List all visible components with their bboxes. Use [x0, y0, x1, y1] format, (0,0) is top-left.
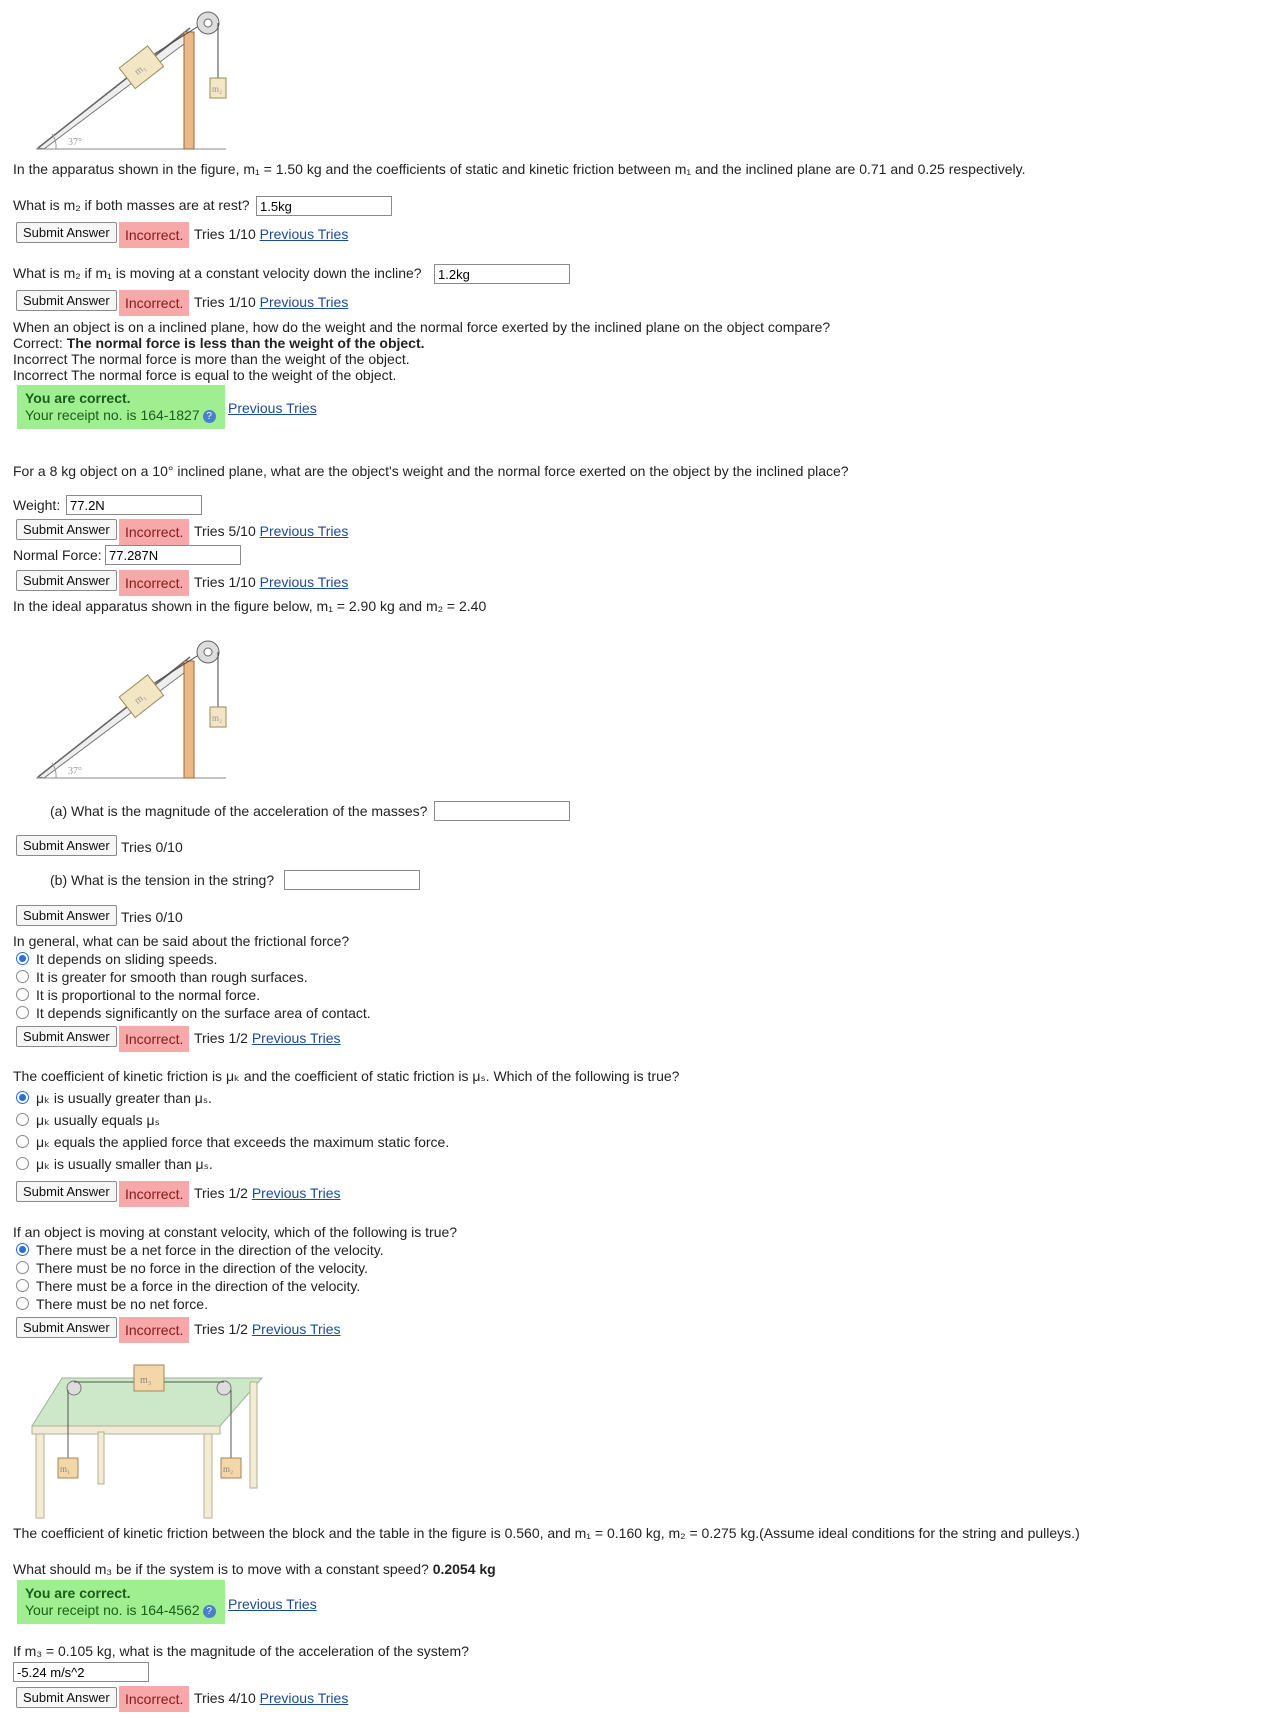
q5-tries: Tries 1/2 Previous Tries [194, 1030, 341, 1046]
q7-tries: Tries 1/2 Previous Tries [194, 1321, 341, 1337]
q7-submit-button[interactable]: Submit Answer [16, 1317, 117, 1338]
q7-option-label: There must be no force in the direction of the velocity. [36, 1260, 369, 1276]
q3-weight-label: Weight: [13, 497, 61, 513]
q3-weight-previous-tries-link[interactable]: Previous Tries [259, 523, 349, 539]
q6-option-label: μₖ is usually greater than μₛ. [36, 1090, 212, 1106]
q8-previous-tries-link[interactable]: Previous Tries [228, 1596, 317, 1612]
q6-previous-tries-link[interactable]: Previous Tries [251, 1185, 341, 1201]
help-icon[interactable]: ? [203, 1605, 216, 1618]
q3-normal-previous-tries-link[interactable]: Previous Tries [259, 574, 349, 590]
q5-option-label: It depends significantly on the surface area of contact. [36, 1005, 371, 1021]
q1b-question: What is m₂ if m₁ is moving at a constant velocity down the incline? [13, 265, 422, 281]
q1a-answer-input[interactable] [256, 196, 392, 216]
q8-correct-box: You are correct. Your receipt no. is 164-4562 ? [17, 1580, 225, 1624]
q4-intro: In the ideal apparatus shown in the figure below, m₁ = 2.90 kg and m₂ = 2.40 [13, 598, 487, 614]
q4b-submit-button[interactable]: Submit Answer [16, 905, 117, 926]
q1a-previous-tries-link[interactable]: Previous Tries [259, 226, 349, 242]
q3-normal-status-badge: Incorrect. [119, 570, 189, 596]
q3-weight-input[interactable] [66, 495, 202, 515]
m3-label: m₃ [140, 1375, 152, 1386]
q2-wrong-2: Incorrect The normal force is equal to the weight of the object. [13, 367, 397, 383]
q1a-submit-button[interactable]: Submit Answer [16, 222, 117, 243]
help-icon[interactable]: ? [203, 410, 216, 423]
q6-option-radio[interactable] [16, 1135, 29, 1148]
q3-weight-status-badge: Incorrect. [119, 519, 189, 545]
q4b-question: (b) What is the tension in the string? [50, 872, 275, 888]
q2-correct-box: You are correct. Your receipt no. is 164-1827 ? [17, 385, 225, 429]
q7-status-badge: Incorrect. [119, 1317, 189, 1343]
q4a-submit-button[interactable]: Submit Answer [16, 835, 117, 856]
m1-label: m₁ [132, 62, 149, 78]
q1a-status-badge: Incorrect. [119, 222, 189, 248]
q5-option-radio[interactable] [16, 988, 29, 1001]
q1b-tries: Tries 1/10 Previous Tries [194, 294, 349, 310]
q6-option-radio[interactable] [16, 1091, 29, 1104]
q6-option-radio[interactable] [16, 1157, 29, 1170]
q7-option-radio[interactable] [16, 1243, 29, 1256]
q8-status-badge: Incorrect. [119, 1686, 189, 1712]
q1a-question: What is m₂ if both masses are at rest? [13, 197, 250, 213]
q6-option-label: μₖ usually equals μₛ [36, 1112, 160, 1128]
q7-option-label: There must be a net force in the direction of the velocity. [36, 1242, 384, 1258]
q5-previous-tries-link[interactable]: Previous Tries [251, 1030, 341, 1046]
q8-answer-1: 0.2054 kg [432, 1561, 496, 1577]
q7-option-radio[interactable] [16, 1261, 29, 1274]
q6-tries: Tries 1/2 Previous Tries [194, 1185, 341, 1201]
m1-label: m₁ [60, 1464, 71, 1474]
q5-option-radio[interactable] [16, 1006, 29, 1019]
q1a-tries: Tries 1/10 Previous Tries [194, 226, 349, 242]
table-pulley-figure [22, 1360, 272, 1520]
q8-answer-input[interactable] [13, 1662, 149, 1682]
m1-label: m₁ [132, 691, 149, 707]
q3-weight-tries: Tries 5/10 Previous Tries [194, 523, 349, 539]
q3-normal-tries: Tries 1/10 Previous Tries [194, 574, 349, 590]
q1b-answer-input[interactable] [434, 264, 570, 284]
q5-option-label: It is greater for smooth than rough surfaces. [36, 969, 308, 985]
q8-tries: Tries 4/10 Previous Tries [194, 1690, 349, 1706]
q2-wrong-1: Incorrect The normal force is more than the weight of the object. [13, 351, 410, 367]
q6-status-badge: Incorrect. [119, 1181, 189, 1207]
q8-intro: The coefficient of kinetic friction between the block and the table in the figure is 0.560, and m₁ = 0.160 kg, m₂ = 0.275 kg.(Assume ideal conditions for the string and pulleys.) [13, 1525, 1080, 1541]
q5-option-label: It is proportional to the normal force. [36, 987, 261, 1003]
q5-option-label: It depends on sliding speeds. [36, 951, 218, 967]
q4b-tries: Tries 0/10 [121, 909, 183, 925]
incline-figure-2 [30, 637, 230, 782]
q3-question: For a 8 kg object on a 10° inclined plane, what are the object's weight and the normal force exerted on the object by the inclined place? [13, 463, 849, 479]
q5-status-badge: Incorrect. [119, 1026, 189, 1052]
q2-correct-line: Correct: The normal force is less than the weight of the object. [13, 335, 425, 351]
q5-submit-button[interactable]: Submit Answer [16, 1026, 117, 1047]
q3-normal-submit-button[interactable]: Submit Answer [16, 570, 117, 591]
q2-question: When an object is on a inclined plane, how do the weight and the normal force exerted by the inclined plane on the object compare? [13, 319, 831, 335]
q7-option-label: There must be a force in the direction of the velocity. [36, 1278, 361, 1294]
q6-question: The coefficient of kinetic friction is μₖ and the coefficient of static friction is μₛ. Which of the following is true? [13, 1068, 680, 1084]
incline-figure-1 [30, 8, 230, 153]
q3-normal-input[interactable] [105, 545, 241, 565]
q8-question-2: If m₃ = 0.105 kg, what is the magnitude of the acceleration of the system? [13, 1643, 469, 1659]
q6-option-label: μₖ is usually smaller than μₛ. [36, 1156, 213, 1172]
q1-intro: In the apparatus shown in the figure, m₁ = 1.50 kg and the coefficients of static and kinetic friction between m₁ and the inclined plane are 0.71 and 0.25 respectively. [13, 161, 1026, 177]
q3-weight-submit-button[interactable]: Submit Answer [16, 519, 117, 540]
q7-option-radio[interactable] [16, 1297, 29, 1310]
q1b-submit-button[interactable]: Submit Answer [16, 290, 117, 311]
q4b-answer-input[interactable] [284, 870, 420, 890]
q8-previous-tries-link[interactable]: Previous Tries [259, 1690, 349, 1706]
q2-previous-tries-link[interactable]: Previous Tries [228, 400, 317, 416]
q4a-question: (a) What is the magnitude of the acceleration of the masses? [50, 803, 428, 819]
q1b-previous-tries-link[interactable]: Previous Tries [259, 294, 349, 310]
q8-question-1: What should m₃ be if the system is to move with a constant speed? 0.2054 kg [13, 1561, 496, 1577]
q4a-tries: Tries 0/10 [121, 839, 183, 855]
m2-label: m₂ [223, 1464, 234, 1474]
m2-label: m₂ [212, 713, 223, 723]
angle-label: 37° [68, 766, 82, 777]
angle-label: 37° [68, 137, 82, 148]
q3-normal-label: Normal Force: [13, 547, 102, 563]
q4a-answer-input[interactable] [434, 801, 570, 821]
q6-option-label: μₖ equals the applied force that exceeds the maximum static force. [36, 1134, 450, 1150]
q5-option-radio[interactable] [16, 952, 29, 965]
q1b-status-badge: Incorrect. [119, 290, 189, 316]
q5-question: In general, what can be said about the frictional force? [13, 933, 350, 949]
q5-option-radio[interactable] [16, 970, 29, 983]
q7-option-label: There must be no net force. [36, 1296, 208, 1312]
q6-option-radio[interactable] [16, 1113, 29, 1126]
q6-submit-button[interactable]: Submit Answer [16, 1181, 117, 1202]
q7-question: If an object is moving at constant velocity, which of the following is true? [13, 1224, 458, 1240]
q7-option-radio[interactable] [16, 1279, 29, 1292]
q7-previous-tries-link[interactable]: Previous Tries [251, 1321, 341, 1337]
q8-submit-button[interactable]: Submit Answer [16, 1687, 117, 1708]
m2-label: m₂ [212, 84, 223, 94]
